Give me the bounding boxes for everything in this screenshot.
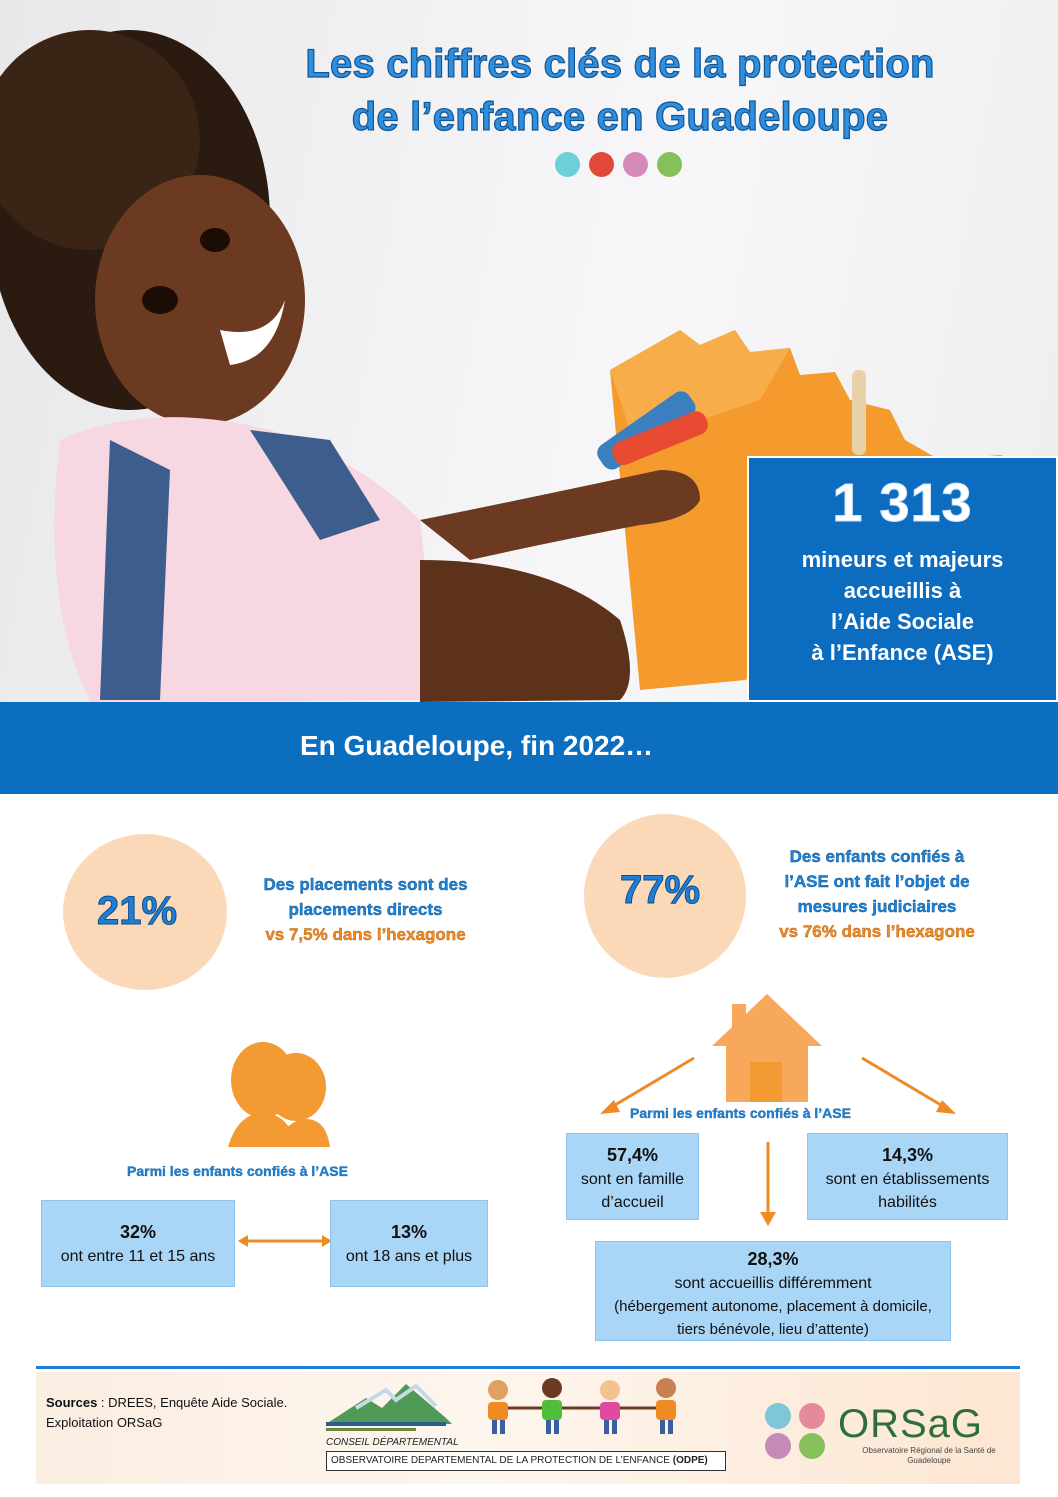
key-stat-value: 1 313 [832, 473, 973, 533]
key-stat-desc [749, 544, 1056, 668]
title-line-2: de l’enfance en Guadeloupe [351, 95, 889, 139]
judiciaires-line: Des enfants confiés à [789, 847, 965, 866]
section-band-text: En Guadeloupe, fin 2022… [300, 730, 654, 761]
autre-line: (hébergement autonome, placement à domicile, [614, 1298, 932, 1315]
accueil-box-etablissements [807, 1133, 1008, 1220]
age-box-left [41, 1200, 235, 1287]
key-stat-desc-line: l’Aide Sociale [830, 609, 975, 634]
age-right-text: ont 18 ans et plus [345, 1248, 473, 1265]
key-stat-desc-line: mineurs et majeurs [801, 547, 1004, 572]
accueil-box-autre [595, 1241, 951, 1341]
judiciaires-text [738, 844, 1016, 944]
double-arrow-icon [238, 1233, 332, 1249]
judiciaires-pct: 77% [620, 868, 701, 912]
orsag-logo-icons [764, 1402, 834, 1460]
age-right-pct: 13% [390, 1222, 428, 1242]
placements-pct: 21% [97, 889, 178, 933]
dot-red [589, 152, 614, 177]
odpe-name: OBSERVATOIRE DEPARTEMENTAL DE LA PROTECTION DE L’ENFANCE [331, 1455, 670, 1466]
sources-value: : DREES, Enquête Aide Sociale. [97, 1395, 288, 1410]
footer-rule [36, 1366, 1020, 1369]
title-line-1: Les chiffres clés de la protection [305, 42, 935, 86]
autre-pct: 28,3% [747, 1249, 799, 1269]
etab-line: habilités [878, 1194, 937, 1211]
sources-text [46, 1393, 287, 1433]
sources-label: Sources [46, 1395, 98, 1410]
dot-pink [623, 152, 648, 177]
conseil-departemental-label: CONSEIL DÉPARTEMENTAL [326, 1437, 459, 1448]
judiciaires-line: l’ASE ont fait l’objet de [784, 872, 970, 891]
dot-teal [555, 152, 580, 177]
page-title [200, 38, 1040, 144]
age-box-right [330, 1200, 488, 1287]
placements-compare: vs 7,5% dans l’hexagone [265, 925, 466, 944]
famille-line: sont en famille [580, 1171, 685, 1188]
odpe-abbr: (ODPE) [672, 1455, 708, 1466]
key-stat-desc-line: à l’Enfance (ASE) [811, 640, 994, 665]
famille-pct: 57,4% [606, 1145, 659, 1165]
children-silhouette-icon [218, 1035, 338, 1147]
etab-line: sont en établissements [825, 1171, 990, 1188]
placements-text [218, 872, 513, 947]
exploitation-text: Exploitation ORSaG [46, 1415, 163, 1430]
odpe-label [326, 1451, 726, 1471]
accueil-section-label: Parmi les enfants confiés à l’ASE [630, 1105, 851, 1121]
orsag-subtitle: Observatoire Régional de la Santé de Guadeloupe [862, 1446, 996, 1465]
age-left-text: ont entre 11 et 15 ans [60, 1248, 216, 1265]
accueil-box-famille [566, 1133, 699, 1220]
judiciaires-line: mesures judiciaires [797, 897, 957, 916]
dot-green [657, 152, 682, 177]
key-stat-box [747, 456, 1058, 702]
placements-line: Des placements sont des [263, 875, 468, 894]
autre-line: sont accueillis différemment [674, 1275, 872, 1292]
children-holding-hands-icon [470, 1376, 700, 1436]
famille-line: d’accueil [601, 1194, 664, 1211]
orsag-logo-text: ORSaG [838, 1402, 984, 1446]
autre-line: tiers bénévole, lieu d’attente) [677, 1321, 869, 1338]
judiciaires-compare: vs 76% dans l’hexagone [779, 922, 975, 941]
arrow-head-down [760, 1212, 776, 1226]
placements-line: placements directs [288, 900, 443, 919]
age-left-pct: 32% [119, 1222, 157, 1242]
age-section-label: Parmi les enfants confiés à l’ASE [127, 1163, 348, 1179]
etab-pct: 14,3% [881, 1145, 934, 1165]
key-stat-desc-line: accueillis à [843, 578, 962, 603]
conseil-departemental-logo [326, 1378, 452, 1432]
decorative-dots [555, 152, 682, 177]
